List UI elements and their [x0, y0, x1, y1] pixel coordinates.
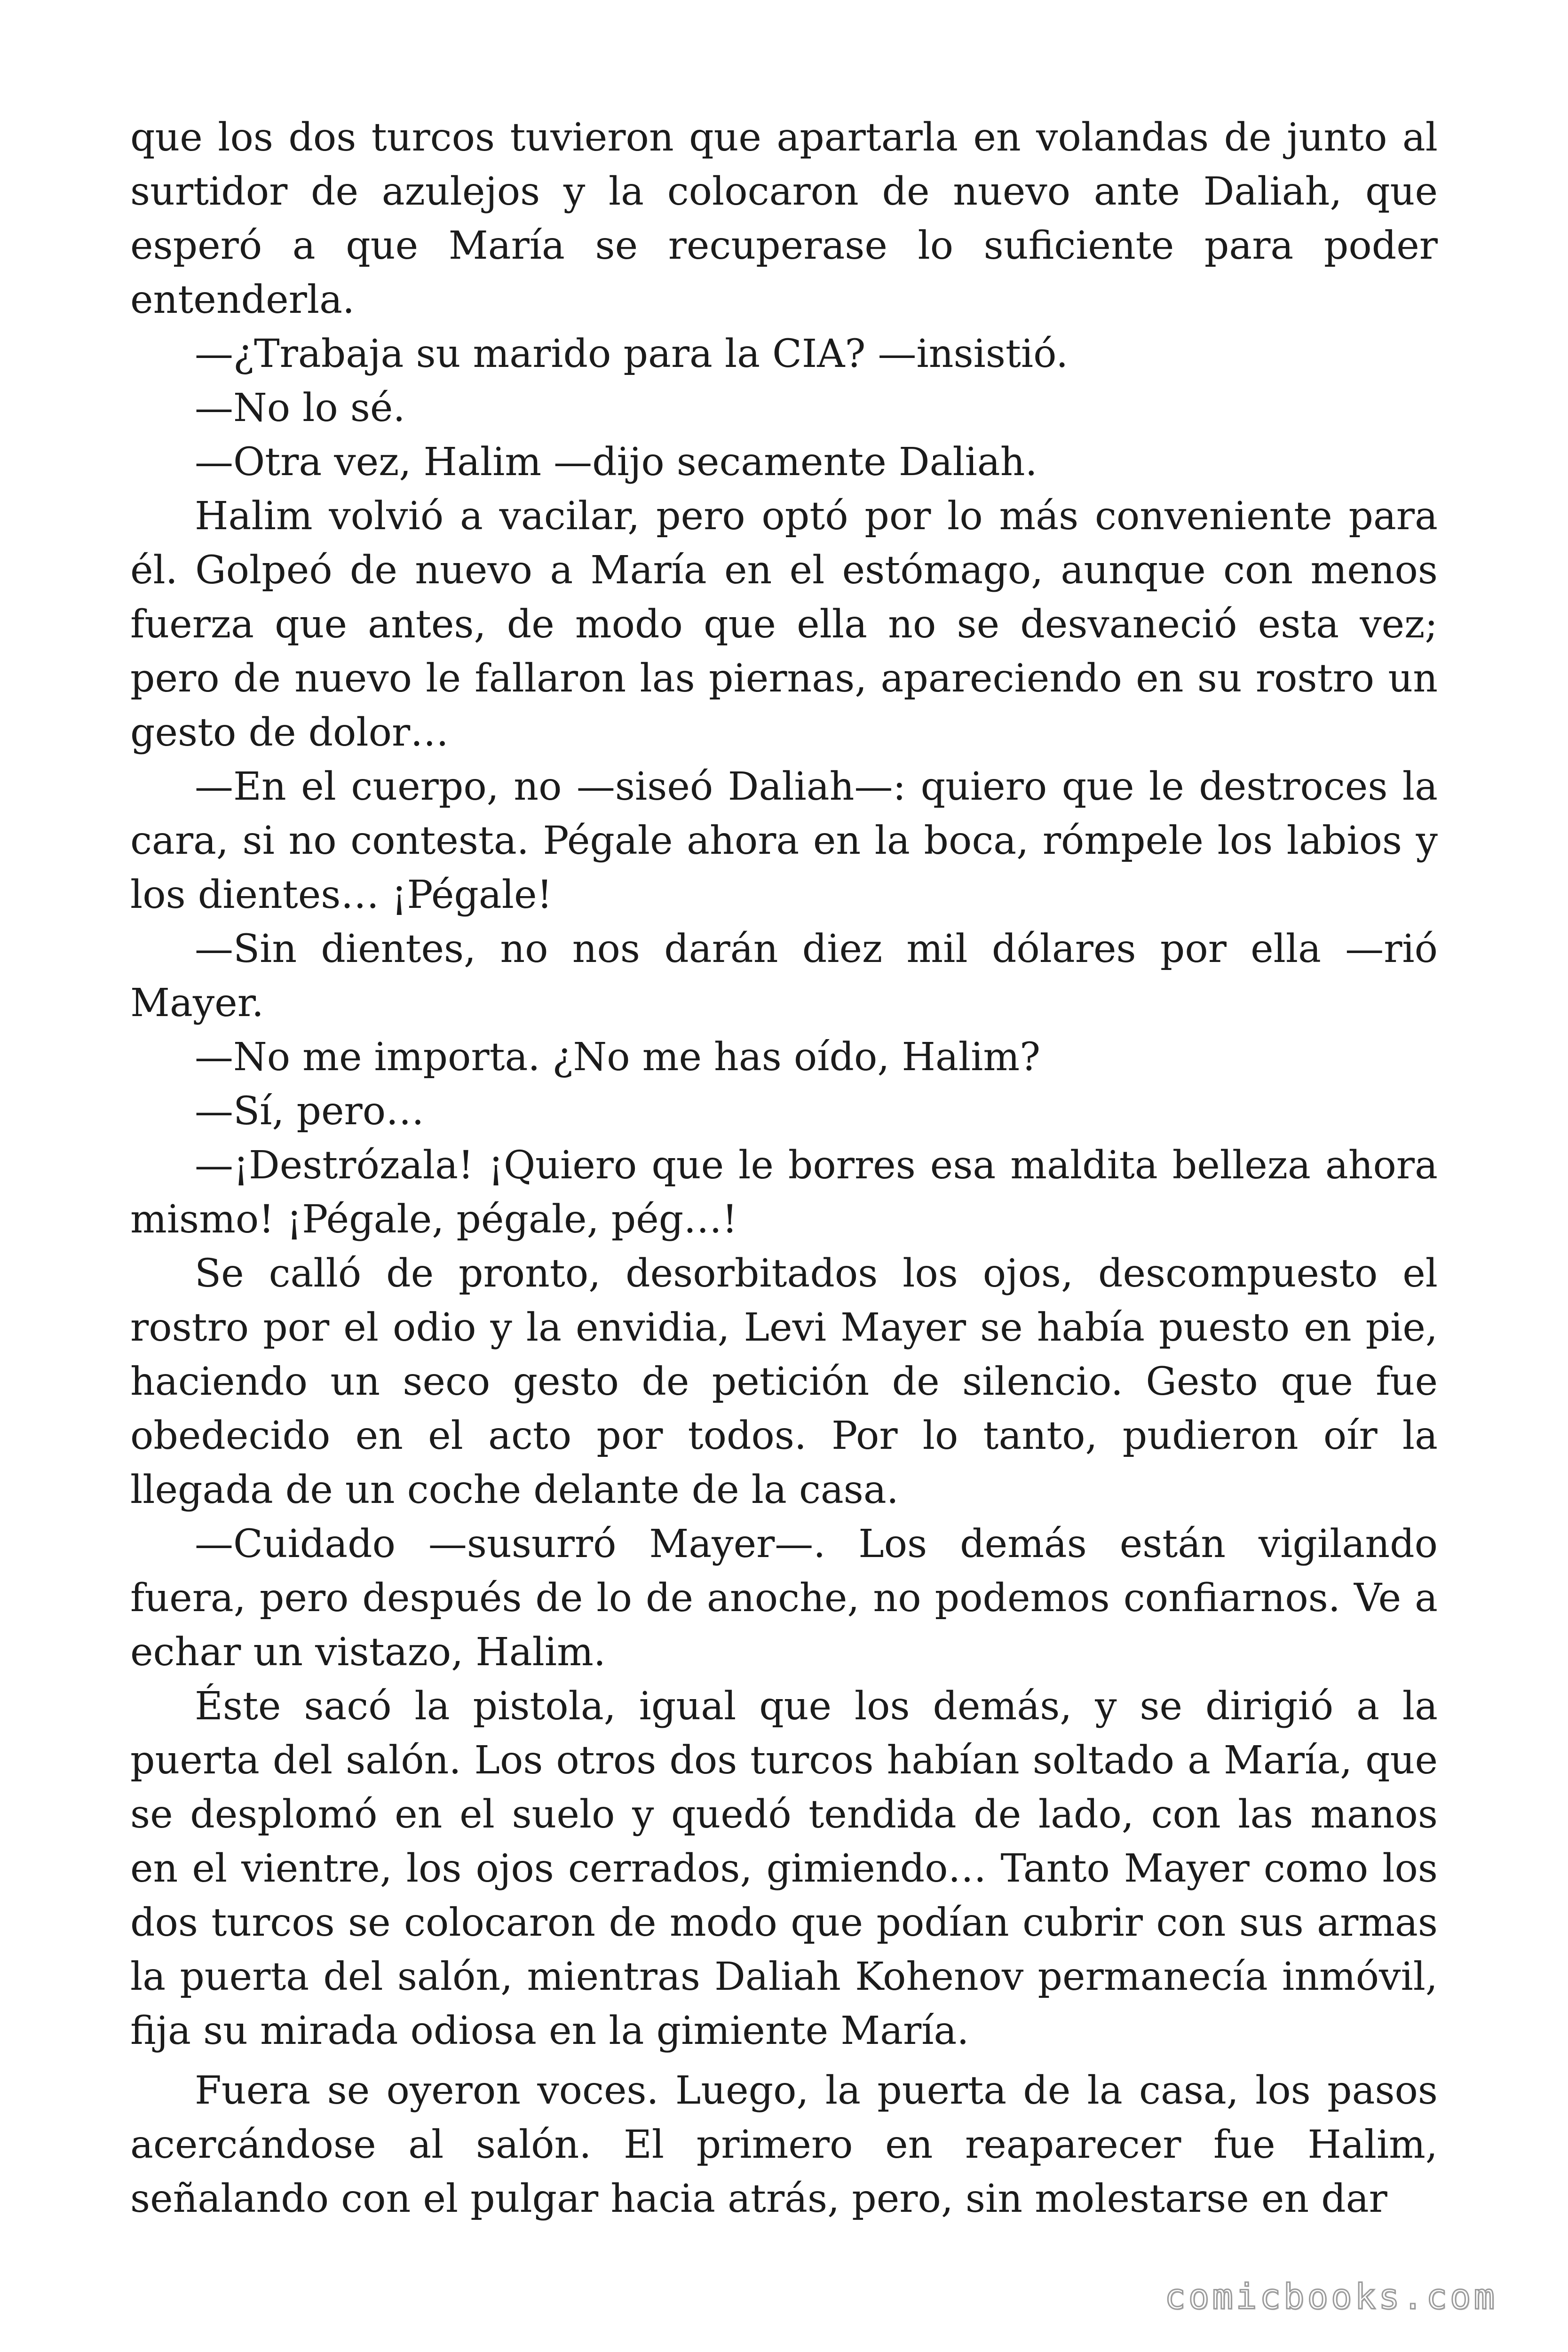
- dialogue-paragraph: —¡Destrózala! ¡Quiero que le borres esa maldita belleza ahora mismo! ¡Pégale, pégale, pég…!: [130, 1143, 1438, 1242]
- paragraph-continuation: que los dos turcos tuvieron que apartarla en volandas de junto al surtidor de azulejos y la colocaron de nuevo ante Daliah, que esperó a que María se recuperase lo suficiente para poder entenderla.: [130, 115, 1438, 322]
- narrative-paragraph: Éste sacó la pistola, igual que los demás, y se dirigió a la puerta del salón. Los otros dos turcos habían soltado a María, que se desplomó en el suelo y quedó tendida de lado, con las manos en el vientre, los ojos cerrados, gimiendo… Tanto Mayer como los dos turcos se colocaron de modo que podían cubrir con sus armas la puerta del salón, mientras Daliah Kohenov permanecía inmóvil, fija su mirada odiosa en la gimiente María.: [130, 1684, 1438, 2053]
- dialogue-paragraph: —Otra vez, Halim —dijo secamente Daliah.: [195, 440, 1037, 485]
- dialogue-paragraph: —En el cuerpo, no —siseó Daliah—: quiero que le destroces la cara, si no contesta. Pégale ahora en la boca, rómpele los labios y los dientes… ¡Pégale!: [130, 764, 1438, 917]
- dialogue-paragraph: —Sí, pero…: [195, 1089, 425, 1134]
- dialogue-paragraph: —¿Trabaja su marido para la CIA? —insistió.: [195, 332, 1069, 376]
- dialogue-paragraph: —No lo sé.: [195, 386, 405, 430]
- narrative-paragraph: Halim volvió a vacilar, pero optó por lo más conveniente para él. Golpeó de nuevo a María en el estómago, aunque con menos fuerza que antes, de modo que ella no se desvaneció esta vez; pero de nuevo le fallaron las piernas, apareciendo en su rostro un gesto de dolor…: [130, 494, 1438, 755]
- book-page-text: [130, 111, 1438, 2226]
- narrative-paragraph: Se calló de pronto, desorbitados los ojos, descompuesto el rostro por el odio y la envidia, Levi Mayer se había puesto en pie, haciendo un seco gesto de petición de silencio. Gesto que fue obedecido en el acto por todos. Por lo tanto, pudieron oír la llegada de un coche delante de la casa.: [130, 1251, 1438, 1512]
- dialogue-paragraph: —Cuidado —susurró Mayer—. Los demás están vigilando fuera, pero después de lo de anoche, no podemos confiarnos. Ve a echar un vistazo, Halim.: [130, 1522, 1438, 1675]
- narrative-paragraph: Fuera se oyeron voces. Luego, la puerta de la casa, los pasos acercándose al salón. El primero en reaparecer fue Halim, señalando con el pulgar hacia atrás, pero, sin molestarse en dar: [130, 2068, 1438, 2221]
- watermark-text: comicbooks.com: [1164, 2277, 1497, 2317]
- dialogue-paragraph: —No me importa. ¿No me has oído, Halim?: [195, 1035, 1041, 1080]
- dialogue-paragraph: —Sin dientes, no nos darán diez mil dólares por ella —rió Mayer.: [130, 927, 1438, 1025]
